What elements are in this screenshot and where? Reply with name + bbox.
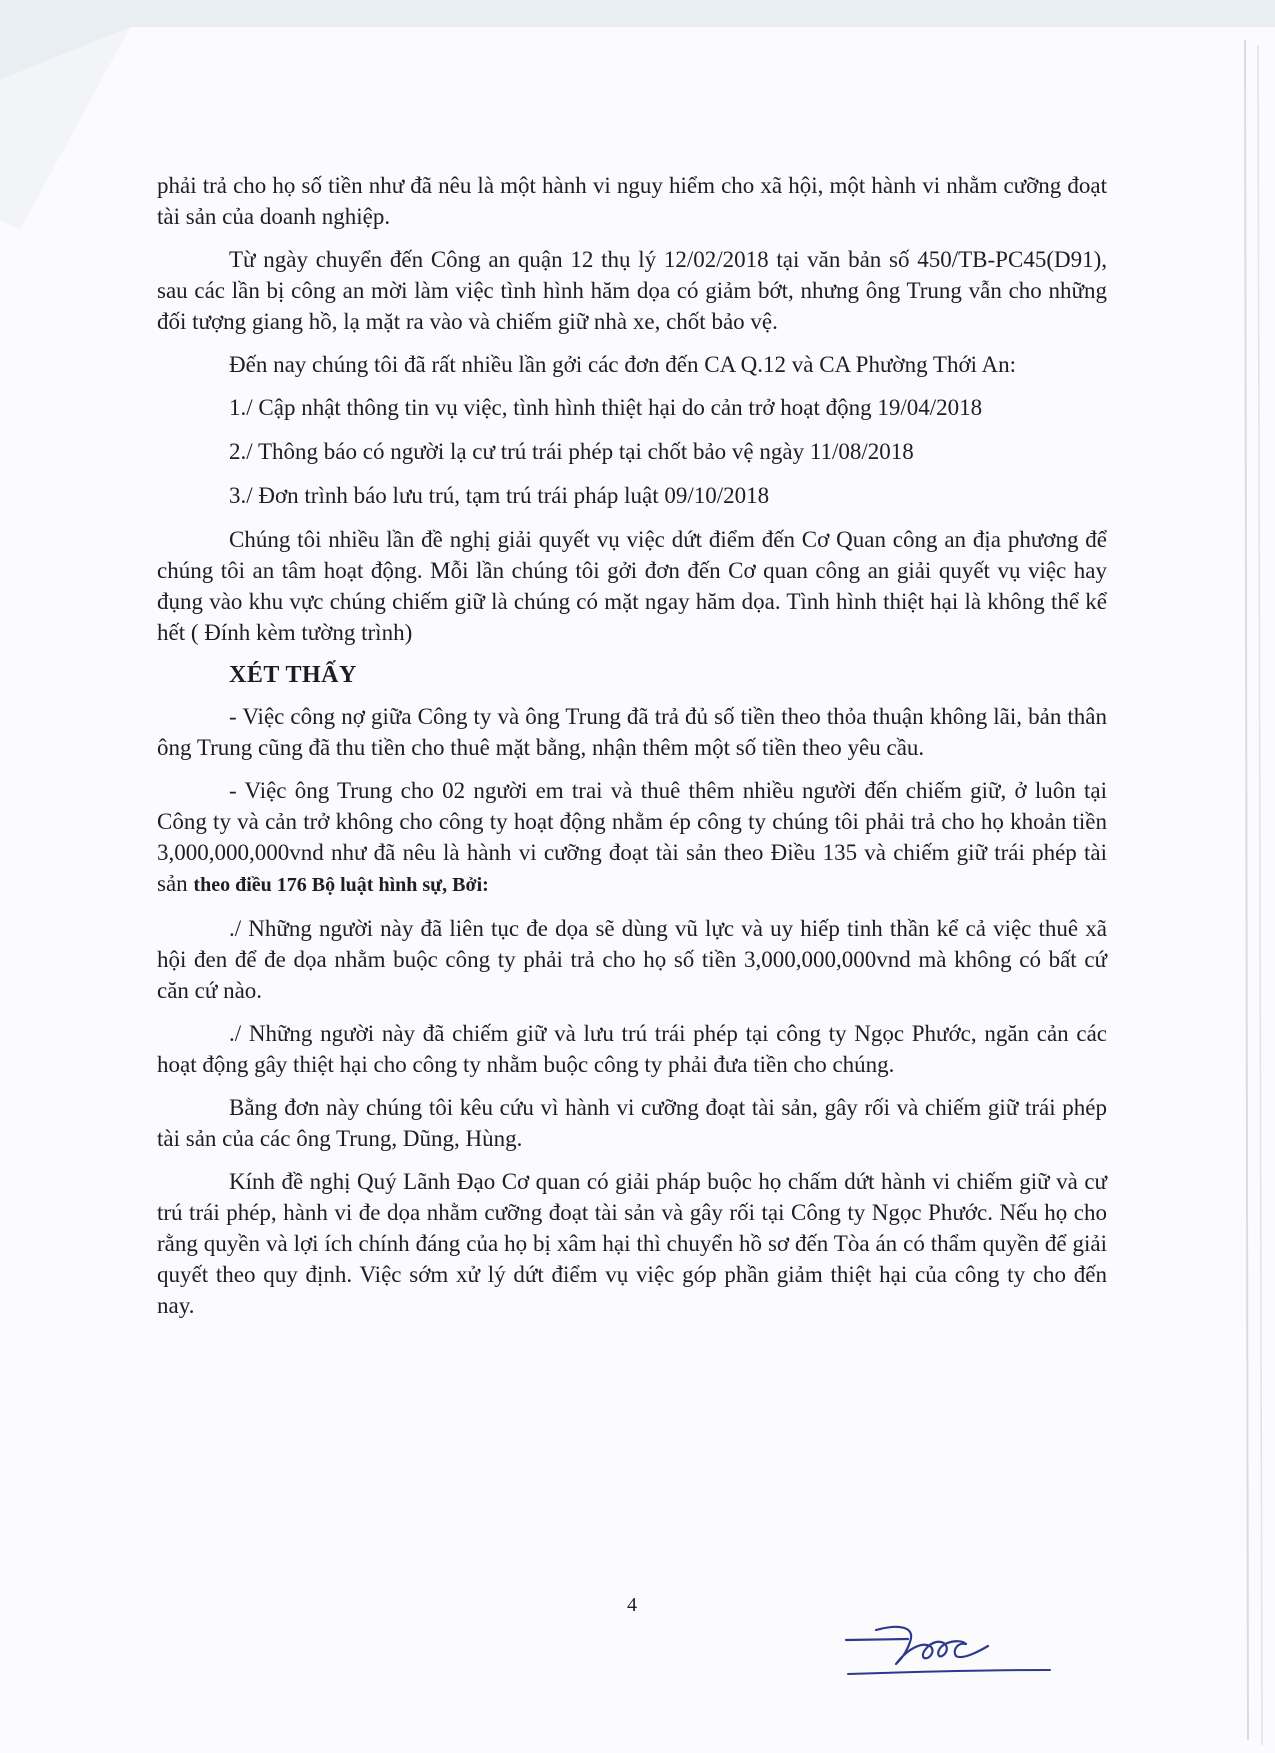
paragraph-request: Kính đề nghị Quý Lãnh Đạo Cơ quan có giải pháp buộc họ chấm dứt hành vi chiếm giữ và cư trú trái phép, hành vi đe dọa nhằm cưỡng đoạt tài sản và gây rối tại Công ty Ngọc Phước. Nếu họ cho rằng quyền và lợi ích chính đáng của họ bị xâm hại thì chuyển hồ sơ đến Tòa án có thẩm quyền để giải quyết theo quy định. Việc sớm xử lý dứt điểm vụ việc góp phần giảm thiệt hại của công ty cho đến nay. (157, 1169, 1107, 1318)
signature (838, 1612, 1068, 1682)
finding-debt-settled: - Việc công nợ giữa Công ty và ông Trung đã trả đủ số tiền theo thỏa thuận không lãi, bản thân ông Trung cũng đã thu tiền cho thuê mặt bằng, nhận thêm một số tiền theo yêu cầu. (157, 704, 1107, 760)
paragraph-plea: Bằng đơn này chúng tôi kêu cứu vì hành vi cưỡng đoạt tài sản, gây rối và chiếm giữ trái phép tài sản của các ông Trung, Dũng, Hùng. (157, 1095, 1107, 1151)
reason-occupation: ./ Những người này đã chiếm giữ và lưu trú trái phép tại công ty Ngọc Phước, ngăn cản các hoạt động gây thiệt hại cho công ty nhằm buộc công ty phải đưa tiền cho chúng. (157, 1021, 1107, 1077)
paragraph-repeated-requests: Chúng tôi nhiều lần đề nghị giải quyết vụ việc dứt điểm đến Cơ Quan công an địa phương để chúng tôi an tâm hoạt động. Mỗi lần chúng tôi gởi đơn đến Cơ quan công an giải quyết vụ việc hay đụng vào khu vực chúng chiếm giữ là chúng có mặt ngay hăm dọa. Tình hình thiệt hại là không thể kể hết ( Đính kèm tường trình) (157, 527, 1107, 645)
paragraph-case-transfer: Từ ngày chuyển đến Công an quận 12 thụ lý 12/02/2018 tại văn bản số 450/TB-PC45(D91), sau các lần bị công an mời làm việc tình hình hăm dọa có giảm bớt, nhưng ông Trung vẫn cho những đối tượng giang hồ, lạ mặt ra vào và chiếm giữ nhà xe, chốt bảo vệ. (157, 247, 1107, 334)
law-reference: theo điều 176 Bộ luật hình sự, Bởi: (193, 874, 489, 896)
reason-threats: ./ Những người này đã liên tục đe dọa sẽ dùng vũ lực và uy hiếp tinh thần kể cả việc thuê xã hội đen để đe dọa nhằm buộc công ty phải trả cho họ số tiền 3,000,000,000vnd mà không có bất cứ căn cứ nào. (157, 916, 1107, 1003)
page-number: 4 (627, 1594, 637, 1616)
paragraph-petitions-intro: Đến nay chúng tôi đã rất nhiều lần gởi các đơn đến CA Q.12 và CA Phường Thới An: (229, 352, 1016, 377)
list-item-3: 3./ Đơn trình báo lưu trú, tạm trú trái pháp luật 09/10/2018 (229, 483, 770, 508)
section-heading: XÉT THẤY (229, 662, 357, 688)
document-body (157, 170, 1107, 1333)
list-item-2: 2./ Thông báo có người lạ cư trú trái phép tại chốt bảo vệ ngày 11/08/2018 (229, 439, 914, 464)
list-item-1: 1./ Cập nhật thông tin vụ việc, tình hình thiệt hại do cản trở hoạt động 19/04/2018 (229, 395, 983, 420)
finding-extortion-text: - Việc ông Trung cho 02 người em trai và thuê thêm nhiều người đến chiếm giữ, ở luôn tại Công ty và cản trở không cho công ty hoạt động nhằm ép công ty chúng tôi phải trả cho họ khoản tiền 3,000,000,000vnd như đã nêu là hành vi cưỡng đoạt tài sản theo Điều 135 và chiếm giữ trái phép tài sản (157, 778, 1107, 896)
finding-extortion (157, 775, 1107, 901)
paragraph-continuation: phải trả cho họ số tiền như đã nêu là một hành vi nguy hiểm cho xã hội, một hành vi nhằm cưỡng đoạt tài sản của doanh nghiệp. (157, 173, 1107, 229)
